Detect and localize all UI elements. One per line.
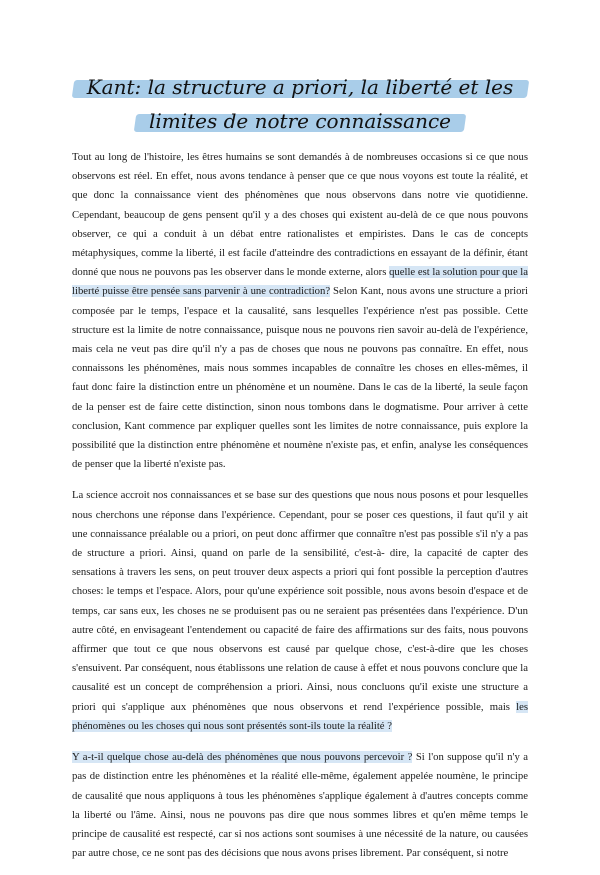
paragraph-3-text-b: Si l'on suppose qu'il n'y a pas de distinction entre les phénomènes et la réalité elle-même, également appelée noumène, le principe de causalité que nous appliquons à tous les phénomènes s'applique également à d'autres concepts comme la liberté ou l'âme. Ainsi, nous ne pouvons pas dire que nous sommes libres et qu'en même temps le principe de causalité est respecté, car si nos actions sont soumises à une nécessité de la nature, ou causées par autre chose, ce ne sont pas des décisions que nous avons prises librement. Par conséquent, si notre [72, 751, 529, 860]
paragraph-1-highlight: quelle est la solution pour que la liberté puisse être pensée sans parvenir à une contradiction? [72, 266, 529, 298]
document-title [0, 70, 600, 134]
paragraph-1-text-a: Tout au long de l'histoire, les êtres humains se sont demandés à de nombreuses occasions si ce que nous observons est réel. En effet, nous avons tendance à penser que ce que nous voyons est toute la réalité, et que donc la connaissance vient des phénomènes que nous observons dans notre vie quotidienne. Cependant, beaucoup de gens pensent qu'il y a des choses qui existent au-delà de ce que nous pouvons observer, ce qui a conduit à un débat entre rationalistes et empiristes. Dans le cas de concepts métaphysiques, comme la liberté, il est facile d'atteindre des contradictions en essayant de la définir, étant donné que nous ne pouvons pas les observer dans le monde externe, alors [72, 151, 528, 279]
paragraph-2-highlight: les phénomènes ou les choses qui nous sont présentés sont-ils toute la réalité ? [72, 700, 528, 732]
paragraph-2-text-a: La science accroit nos connaissances et se base sur des questions que nous nous posons et pour lesquelles nous cherchons une réponse dans l'expérience. Cependant, pour se poser ces questions, il faut qu'il y ait une connaissance préalable ou a priori, on peut donc affirmer que connaître n'est pas possible s'il n'y a pas de structure a priori. Ainsi, quand on parle de la sensibilité, c'est-à- dire, la capacité de capter des sensations à travers les sens, on peut trouver deux aspects a priori qui font possible la perception d'autres choses: le temps et l'espace. Alors, pour qu'une expérience soit possible, nous avons besoin d'espace et de temps, car sans eux, les choses ne se produisent pas ou ne seraient pas présentées dans l'expérience. D'un autre côté, en envisageant l'entendement ou capacité de faire des affirmations sur des faits, nous pouvons affirmer que tout ce que nous observons est causé par quelque chose, c'est-à-dire que les choses s'ensuivent. Par conséquent, nous établissons une relation de cause à effet et nous pouvons conclure que la causalité est un concept de compréhension a priori. Ainsi, nous concluons qu'il existe une structure a priori qui s'applique aux phénomènes que nous observons et rend l'expérience possible, mais [72, 489, 528, 713]
paragraph-3-highlight: Y a-t-il quelque chose au-delà des phénomènes que nous pouvons percevoir ? [72, 751, 413, 764]
title-line-1 [79, 74, 522, 100]
paragraph-3 [72, 748, 528, 863]
paragraph-1-text-b: Selon Kant, nous avons une structure a priori composée par le temps, l'espace et la causalité, sans lesquelles l'expérience n'est pas possible. Cette structure est la limite de notre connaissance, puisque nous ne pouvons rien savoir au-delà de l'expérience, mais cela ne veut pas dire qu'il n'y a pas de choses que nous ne pouvons pas connaître. En effet, nous connaissons les phénomènes, mais nous sommes incapables de connaître les choses en elles-mêmes, il faut donc faire la distinction entre un phénomène et un noumène. Dans le cas de la liberté, la seule façon de la penser est de faire cette distinction, sinon nous tombons dans le dogmatisme. Pour arriver à cette conclusion, Kant commence par expliquer quelles sont les limites de notre connaissance, puis explore la possibilité que la distinction entre phénomène et noumène n'existe pas, et enfin, analyse les conséquences de penser que la liberté n'existe pas. [72, 285, 528, 471]
title-text-2: limites de notre connaissance [148, 109, 452, 133]
document-body [72, 148, 528, 875]
paragraph-2 [72, 486, 528, 736]
title-line-2 [141, 108, 459, 134]
paragraph-1 [72, 148, 528, 474]
title-text-1: Kant: la structure a priori, la liberté et les [86, 75, 514, 99]
